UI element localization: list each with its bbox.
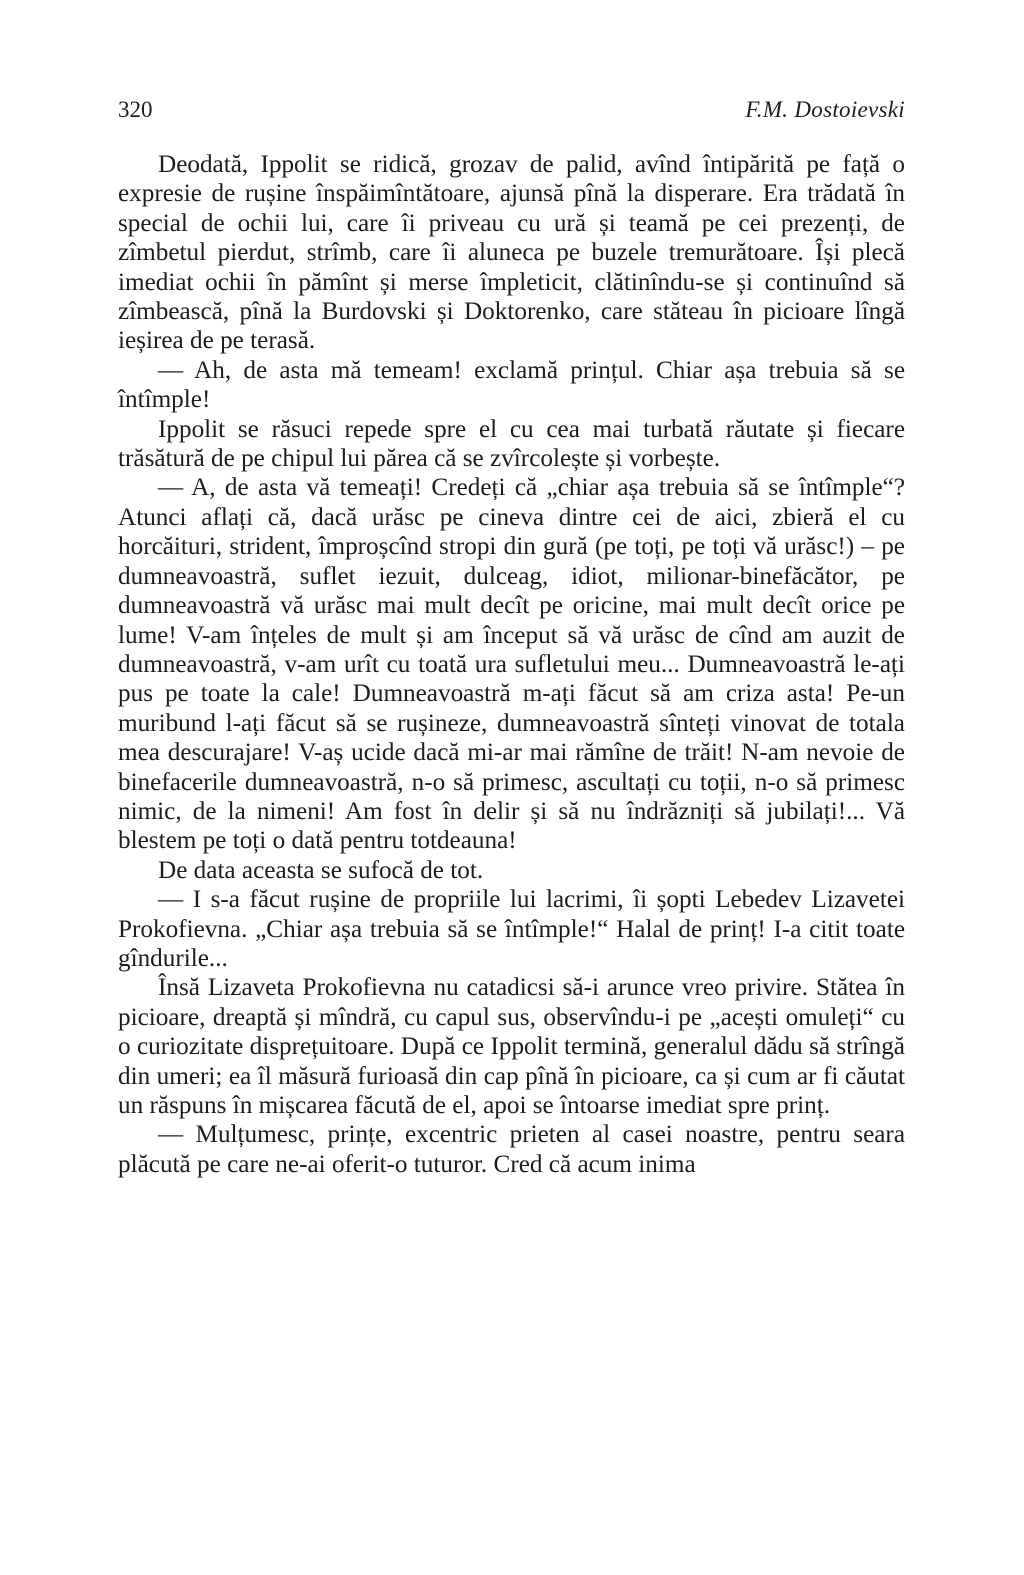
book-page [118, 96, 905, 1179]
page-number: 320 [118, 97, 153, 122]
paragraph-ippolit-tirade: — A, de asta vă temeați! Credeți că „chiar așa trebuia să se întîmple“? Atunci aflați că, dacă urăsc pe cineva dintre cei de aici, zbieră el cu horcăituri, strident, împroșcînd stropi din gură (pe toți, pe toți vă urăsc!) – pe dumneavoastră, suflet iezuit, dulceag, idiot, milionar-binefăcător, pe dumneavoastră vă urăsc mai mult decît pe oricine, mai mult decît orice pe lume! V-am înțeles de mult și am început să vă urăsc de cînd am auzit de dumneavoastră, v-am urît cu toată ura sufletului meu... Dumneavoastră le-ați pus pe toate la cale! Dumneavoastră m-ați făcut să am criza asta! Pe-un muribund l-ați făcut să se rușineze, dumneavoastră sînteți vinovat de totala mea descurajare! V-aș ucide dacă mi-ar mai rămîne de trăit! N-am nevoie de binefacerile dumneavoastră, n-o să primesc, ascultați cu toții, n-o să primesc nimic, de la nimeni! Am fost în delir și să nu îndrăzniți să jubilați!... Vă blestem pe toți o dată pentru totdeauna! [118, 474, 905, 855]
paragraph-ippolit-rises: Deodată, Ippolit se ridică, grozav de palid, avînd întipărită pe față o expresie de rușine înspăimîntătoare, ajunsă pînă la disperare. Era trădată în special de ochii lui, care îi priveau cu ură și teamă pe cei prezenți, de zîmbetul pierdut, strîmb, care îi aluneca pe buzele tremurătoare. Își plecă imediat ochii în pămînt și merse împleticit, clătinîndu-se și continuînd să zîmbească, pînă la Burdovski și Doktorenko, care stăteau în picioare lîngă ieșirea de pe terasă. [118, 151, 905, 355]
paragraph-ippolit-turns: Ippolit se răsuci repede spre el cu cea mai turbată răutate și fiecare trăsătură de pe chipul lui părea că se zvîrcolește și vorbește. [118, 415, 905, 473]
paragraph-lebedev-whispers: — I s-a făcut rușine de propriile lui lacrimi, îi șopti Lebedev Lizavetei Prokofievna. „Chiar așa trebuia să se întîmple!“ Halal de prinț! I-a citit toate gîndurile... [118, 886, 905, 972]
running-header [118, 96, 905, 124]
paragraph-lizaveta-thanks: — Mulțumesc, prințe, excentric prieten al casei noastre, pentru seara plăcută pe care ne-ai oferit-o tuturor. Cred că acum inima [118, 1121, 905, 1178]
body-text [118, 150, 905, 1179]
paragraph-suffocates: De data aceasta se sufocă de tot. [158, 856, 484, 884]
paragraph-lizaveta-stance: Însă Lizaveta Prokofievna nu catadicsi să-i arunce vreo privire. Stătea în picioare, dreaptă și mîndră, cu capul sus, observîndu-i pe „acești omuleți“ cu o curiozitate disprețuitoare. După ce Ippolit termină, generalul dădu să strîngă din umeri; ea îl măsură furioasă din cap pînă în picioare, ca și cum ar fi căutat un răspuns în mișcarea făcută de el, apoi se întoarse imediat spre prinț. [118, 974, 905, 1119]
paragraph-prince-exclaims: — Ah, de asta mă temeam! exclamă prințul. Chiar așa trebuia să se întîmple! [118, 356, 905, 414]
running-head-author: F.M. Dostoievski [745, 97, 905, 122]
